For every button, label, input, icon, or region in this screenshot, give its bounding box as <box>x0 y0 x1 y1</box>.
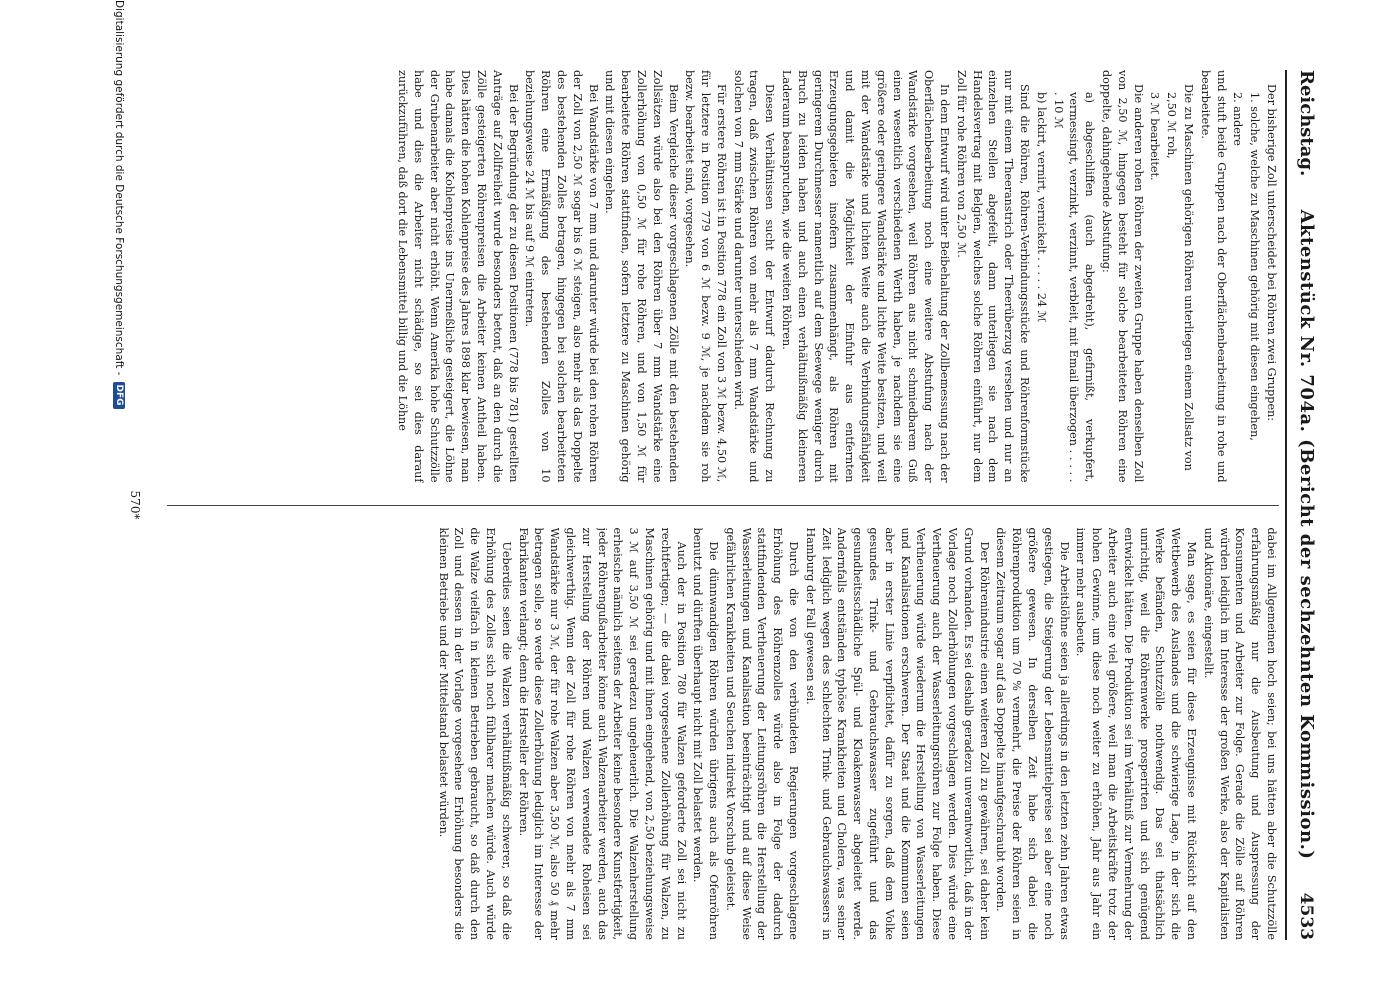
paragraph: Der bisherige Zoll unterscheidet bei Röhren zwei Gruppen: <box>1265 84 1278 422</box>
paragraph: Die Arbeitslöhne seien ja allerdings in den letzten zehn Jahren etwas gestiegen, die Steigerung der Lebensmittelpreise sei aber eine noch größere gewesen. In derselben Zeit habe sich dabei die Röhrenproduktion um 70 % vermehrt, die Preise der Röhren seien in diesem Zeitraum sogar auf das Doppelte hinaufgeschraubt worden. <box>994 527 1071 940</box>
paragraph: Auch der in Position 780 für Walzen geforderte Zoll sei nicht zu rechtfertigen; — die dabei vorgesehene Zollerhöhung für Walzen, zu Maschinen gehörig und mit ihnen eingehend, von 2,50 beziehungsweise 3 ℳ auf 3,50 ℳ sei geradezu ungeheuerlich. Die Walzenherstellung erheische nämlich seitens der Arbeiter keine besondere Kunstfertigkeit, jeder Röhrengußarbeiter könne auch Walzenarbeiter werden, auch das zur Herstellung der Röhren und Walzen verwendete Roheisen sei gleichwerthig. Wenn der Zoll für rohe Röhren von mehr als 7 mm Wandstärke nur 3 ℳ, der für rohe Walzen aber 3,50 ℳ, also 50 ₰ mehr betragen solle, so werde diese Zollerhöhung lediglich im Interesse der Fabrikanten verlangt; denn die Hersteller der Röhren. <box>516 527 688 940</box>
paragraph: Für erstere Röhren ist in Position 778 ein Zoll von 3 ℳ bezw. 4,50 ℳ, für letztere in Position 779 von 6 ℳ bezw. 9 ℳ, je nachdem sie roh bezw. bearbeitet sind, vorgesehen. <box>683 70 728 483</box>
column-left <box>167 70 1279 483</box>
paragraph: Ueberdies seien die Walzen verhältnißmäßig schwerer, so daß die Erhöhung des Zolles sich noch fühlbarer machen würde. Auch würde die Walze vielfach in kleinen Betrieben gebraucht, so daß durch den Zoll und dessen in der Vorlage vorgesehene Erhöhung besonders die kleinen Betriebe und der Mittelstand belastet würden. <box>436 527 513 940</box>
header-title: Aktenstück Nr. 704a. (Bericht der sechzehnten Kommission.) <box>1296 209 1317 860</box>
paragraph: Sind die Röhren, Röhren-Verbindungsstücke und Röhrenformstücke nur mit einem Theeranstrich oder Theerüberzug versehen und nur an einzelnen Stellen abgefeilt, dann unterliegen sie nach dem Handelsvertrag mit Belgien, welches solche Röhren einführt, nur dem Zoll für rohe Röhren von 2,50 ℳ. <box>954 70 1032 483</box>
paragraph: Die anderen rohen Röhren der zweiten Gruppe haben denselben Zoll von 2,50 ℳ, hingegen besteht für solche bearbeiteten Röhren eine doppelte, dahingehende Abstufung: <box>1100 70 1145 483</box>
page-number: 4533 <box>1296 892 1316 940</box>
paragraph: b) lackirt, vernirt, vernickelt . . . . . 24 ℳ <box>1034 92 1048 323</box>
paragraph: dabei im Allgemeinen hoch seien; bei uns hätten aber die Schutzzölle erfahrungsmäßig nur die Ausbeutung und Auspressung der Konsumenten und Arbeiter zur Folge. Gerade die Zölle auf Röhren würden lediglich im Interesse der großen Werke, also der Kapitalisten und Aktionäre, eingestellt. <box>1201 527 1278 940</box>
paragraph: 2,50 ℳ roh, <box>1165 92 1179 159</box>
paragraph: In dem Entwurf wird unter Beibehaltung der Zollbemessung nach der Oberflächenbearbeitung noch eine weitere Abstufung nach der Wandstärke vorgesehen, weil Röhren aus nicht schmiedbarem Guß einen wesentlich verschiedenen Werth haben, je nachdem sie eine größere oder geringere Wandstärke und lichte Weite besitzen, und weil mit der Wandstärke und lichten Weite auch die Verbindungsfähigkeit und damit die Möglichkeit der Einfuhr aus entfernten Erzeugungsgebieten insofern zusammenhängt, als Röhren mit geringerem Durchmesser namentlich auf dem Seewege weniger durch Bruch zu leiden haben und auch einen verhältnißmäßig kleineren Laderaum beanspruchen, wie die weiten Röhren. <box>780 70 952 483</box>
paragraph: a) abgeschliffen (auch abgedreht), gefirnißt, verkupfert, vermessingt, verzinkt, verzinnt, verbleit, mit Email überzogen . . . . . . 10 ℳ <box>1051 92 1097 483</box>
paragraph: Bei der Begründung der zu diesen Positionen (778 bis 781) gestellten Anträge auf Zollfreiheit wurde besonders betont, daß an den durch die Zölle gesteigerten Röhrenpreisen die Arbeiter keinen Antheil haben. Dies hätten die hohen Kohlenpreise des Jahres 1898 klar bewiesen, man habe damals die Kohlenpreise ins Unermeßliche gesteigert, die Löhne der Grubenarbeiter aber nicht erhöht. Wenn Amerika hohe Schutzzölle habe und dies die Arbeiter nicht schädige, so sei dies darauf zurückzuführen, daß dort die Lebensmittel billig und die Löhne <box>395 70 520 483</box>
page-content <box>128 70 1317 940</box>
paragraph: Beim Vergleiche dieser vorgeschlagenen Zölle mit den bestehenden Zollsätzen würde also bei den Röhren über 7 mm Wandstärke eine Zollerhöhung von 0,50 ℳ für rohe Röhren, und von 1,50 ℳ für bearbeitete Röhren stattfinden, sofern letztere zu Maschinen gehörig und mit diesen eingehen. <box>603 70 680 483</box>
paragraph: Diesen Verhältnissen sucht der Entwurf dadurch Rechnung zu tragen, daß zwischen Röhren von mehr als 7 mm Wandstärke und solchen von 7 mm Stärke und darunter unterschieden wird. <box>731 70 777 483</box>
paragraph: Die zu Maschinen gehörigen Röhren unterliegen einem Zollsatz von <box>1182 84 1196 471</box>
page-header <box>1285 70 1317 940</box>
paragraph: Der Röhrenindustrie einen weiteren Zoll zu gewähren, sei daher kein Grund vorhanden. Es sei deshalb geradezu unverantwortlich, daß in der Vorlage noch Zollerhöhungen vorgeschlagen werden. Dies würde eine Vertheuerung auch der Wasserleitungsröhren zur Folge haben. Diese Vertheuerung würde wiederum die Herstellung von Wasserleitungen und Kanalisationen erschweren. Der Staat und die Kommunen seien aber in erster Linie verpflichtet, dafür zu sorgen, daß dem Volke gesundes Trink- und Gebrauchswasser zugeführt und das gesundheitsschädliche Spül- und Kloakenwasser abgeleitet werde. Andernfalls entständen typhöse Krankheiten und Cholera, was seiner Zeit lediglich wegen des schlechten Trink- und Gebrauchswassers in Hamburg der Fall gewesen sei. <box>803 527 991 940</box>
paragraph: Durch die von den verbündeten Regierungen vorgeschlagene Erhöhung des Röhrenzolles würde also in Folge der dadurch stattfindenden Vertheuerung der Leitungsröhren die Herstellung der Wasserleitungen und Kanalisation beeinträchtigt und auf diese Weise gefährlichen Krankheiten und Seuchen indirekt Vorschub geleistet. <box>723 527 801 940</box>
header-left: Reichstag. <box>1296 70 1317 177</box>
dfg-logo: DFG <box>113 382 125 409</box>
digitization-credit <box>111 0 127 1000</box>
column-divider <box>167 505 1279 506</box>
paragraph: Man sage, es seien für diese Erzeugnisse mit Rücksicht auf den Wettbewerb des Auslandes und die schwierige Lage, in der sich die Werke befänden, Schutzzölle nothwendig. Das sei thatsächlich unrichtig, weil die Röhrenwerke prosperirten und sich genügend entwickelt hätten. Die Produktion sei im Verhältniß zur Vermehrung der Arbeiter auch eine viel größere, weil man die Arbeitskräfte trotz der hohen Gewinne, um diese noch weiter zu erhöhen, Jahr aus Jahr ein immer mehr ausbeute. <box>1074 527 1199 940</box>
credit-text: Digitalisierung gefördert durch die Deutsche Forschungsgemeinschaft - <box>113 0 125 376</box>
paragraph: Die dünnwandigen Röhren würden übrigens auch als Ofenröhren benutzt und dürften überhaupt nicht mit Zoll belastet werden. <box>691 527 721 940</box>
paragraph: 1. solche, welche zu Maschinen gehörig mit diesen eingehen, <box>1248 92 1262 441</box>
text-columns <box>167 70 1279 940</box>
paragraph: und stuft beide Gruppen nach der Oberflächenbearbeitung in rohe und bearbeitete. <box>1198 70 1228 483</box>
paragraph: Bei Wandstärke von 7 mm und darunter würde bei den rohen Röhren der Zoll von 2,50 ℳ sogar bis 6 ℳ steigen, also mehr als das Doppelte des bestehenden Zolles betragen, hingegen bei solchen bearbeiteten Röhren eine Ermäßigung des bestehenden Zolles von 10 beziehungsweise 24 ℳ bis auf 9 ℳ eintreten. <box>523 70 600 483</box>
paragraph: 3 ℳ bearbeitet. <box>1148 92 1162 181</box>
paragraph: 2. andere <box>1231 92 1245 146</box>
page-signature: 570* <box>128 490 142 520</box>
column-right <box>167 528 1279 941</box>
